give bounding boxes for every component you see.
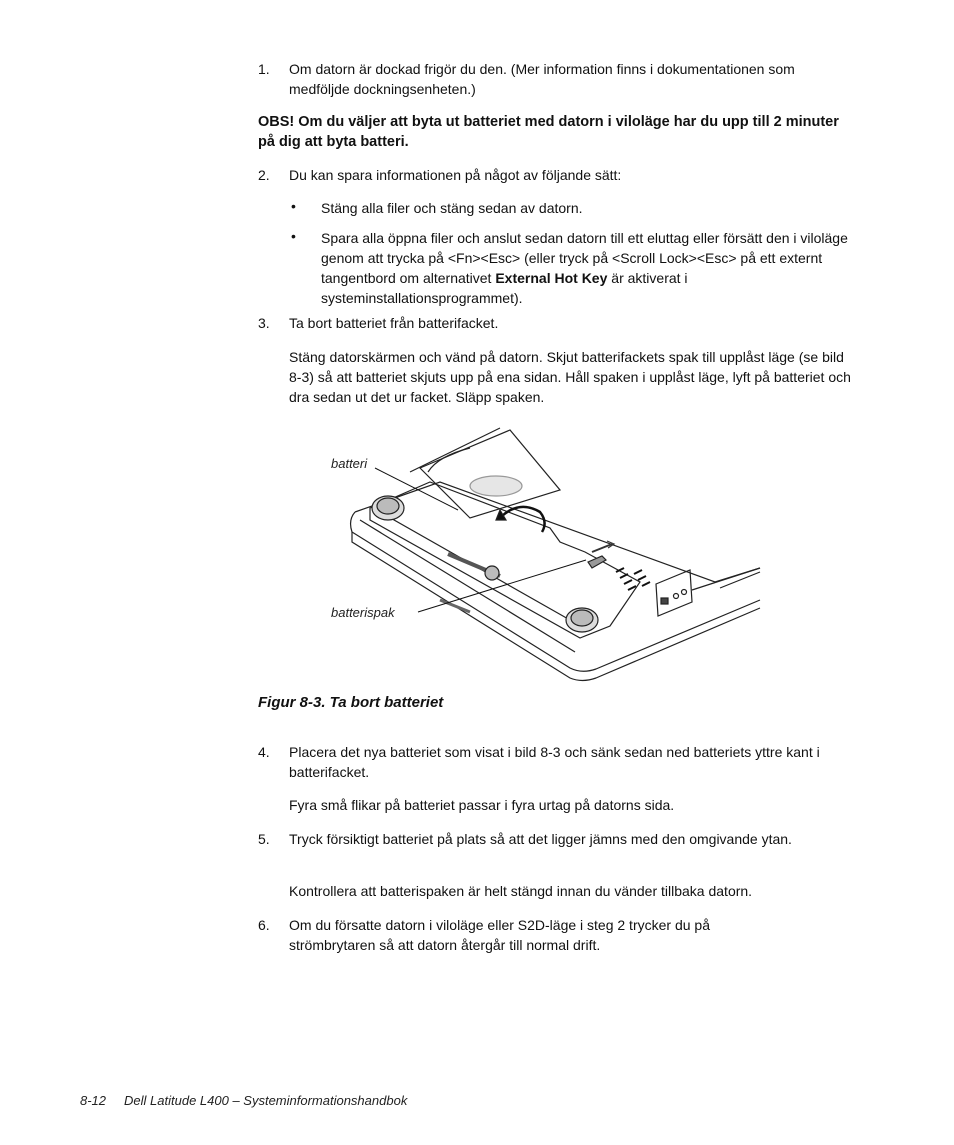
step-4-paragraph: Fyra små flikar på batteriet passar i fyra urtag på datorns sida. <box>289 797 675 813</box>
step-4-number: 4. <box>258 744 270 760</box>
step-1-number: 1. <box>258 61 270 77</box>
document-title: Dell Latitude L400 – Systeminformationshandbok <box>124 1093 408 1108</box>
bullet-1-dot: • <box>291 198 296 214</box>
battery-latch-label: batterispak <box>331 605 395 620</box>
step-6-text: Om du försatte datorn i viloläge eller S2D-läge i steg 2 trycker du på strömbrytaren så att datorn återgår till normal drift. <box>289 917 710 953</box>
page-number: 8-12 <box>80 1093 107 1108</box>
step-3-number: 3. <box>258 315 270 331</box>
step-1-text: Om datorn är dockad frigör du den. (Mer information finns i dokumentationen som medföljde dockningsenheten.) <box>289 61 795 97</box>
bullet-2-dot: • <box>291 228 296 244</box>
battery-figure <box>320 420 780 690</box>
step-3-text: Ta bort batteriet från batterifacket. <box>289 315 499 331</box>
step-5-number: 5. <box>258 831 270 847</box>
laptop-battery-illustration <box>320 420 780 690</box>
step-5-paragraph: Kontrollera att batterispaken är helt stängd innan du vänder tillbaka datorn. <box>289 883 753 899</box>
figure-caption: Figur 8-3. Ta bort batteriet <box>258 694 444 711</box>
page-footer <box>80 1091 407 1111</box>
step-2-text: Du kan spara informationen på något av följande sätt: <box>289 167 622 183</box>
step-3-paragraph: Stäng datorskärmen och vänd på datorn. Skjut batterifackets spak till upplåst läge (se bild 8-3) så att batteriet skjuts upp på ena sidan. Håll spaken i upplåst läge, lyft på batteriet och dra sedan ut det ur facket. Släpp spaken. <box>289 349 851 405</box>
bullet-2-text-post: är aktiverat i systeminstallationsprogrammet). <box>321 270 688 306</box>
step-6-number: 6. <box>258 917 270 933</box>
battery-label: batteri <box>331 456 368 471</box>
bullet-1-text: Stäng alla filer och stäng sedan av datorn. <box>321 200 583 216</box>
step-2-number: 2. <box>258 167 270 183</box>
bullet-2-bold-term: External Hot Key <box>495 270 608 286</box>
note-text: OBS! Om du väljer att byta ut batteriet med datorn i viloläge har du upp till 2 minuter på dig att byta batteri. <box>258 114 839 150</box>
bullet-2-text <box>321 228 861 308</box>
step-4-text: Placera det nya batteriet som visat i bild 8-3 och sänk sedan ned batteriets yttre kant i batterifacket. <box>289 744 820 780</box>
bullet-2-text-pre: Spara alla öppna filer och anslut sedan datorn till ett eluttag eller försätt den i viloläge genom att trycka på <Fn><Esc> (eller tryck på <Scroll Lock><Esc> på ett externt tangentbord om alternativet <box>321 230 848 286</box>
step-5-text: Tryck försiktigt batteriet på plats så att det ligger jämns med den omgivande ytan. <box>289 831 792 847</box>
